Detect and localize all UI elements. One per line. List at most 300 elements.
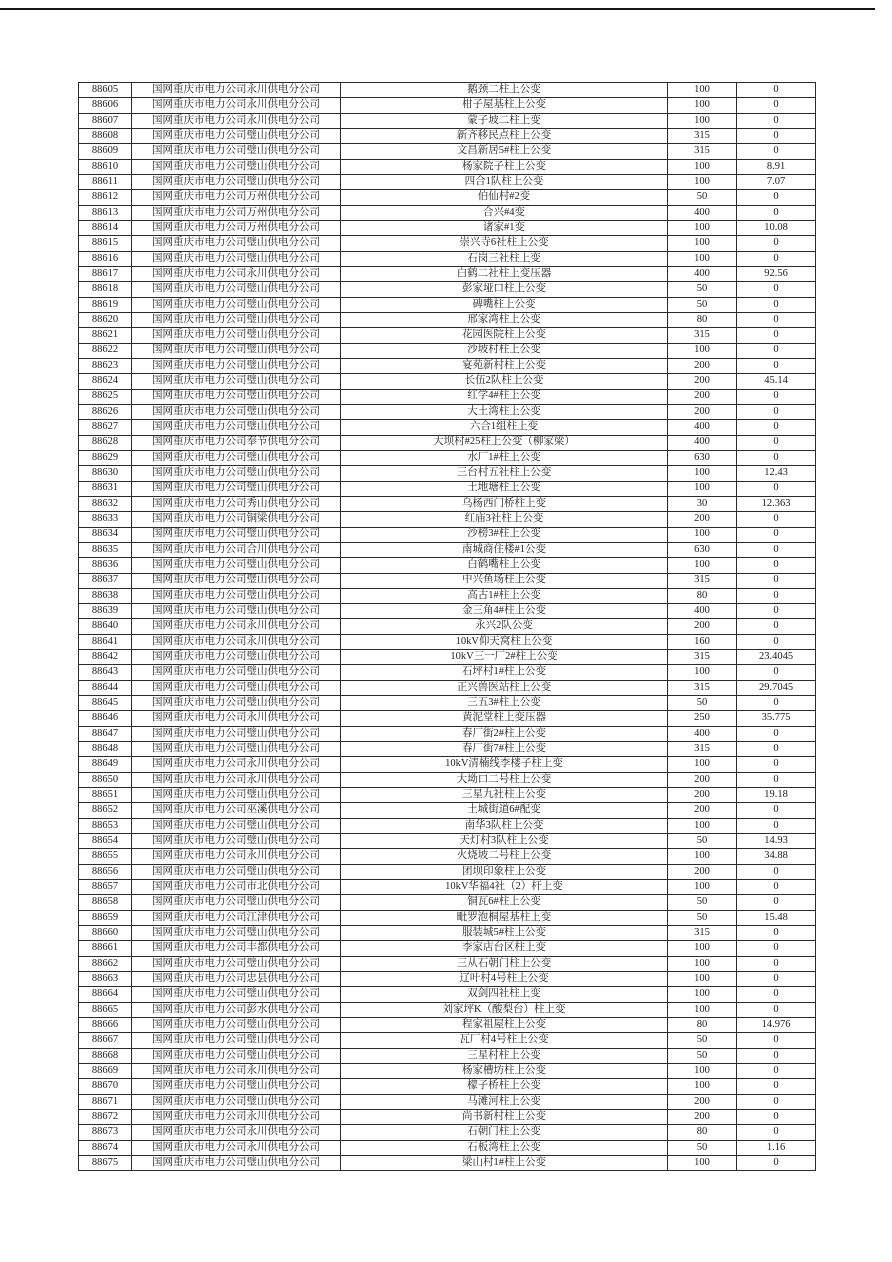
company-cell: 国网重庆市电力公司璧山供电分公司: [132, 987, 341, 1002]
capacity-cell: 200: [668, 864, 737, 879]
capacity-cell: 160: [668, 634, 737, 649]
capacity-cell: 315: [668, 328, 737, 343]
row-id-cell: 88625: [79, 389, 132, 404]
capacity-cell: 200: [668, 374, 737, 389]
company-cell: 国网重庆市电力公司奉节供电分公司: [132, 435, 341, 450]
company-cell: 国网重庆市电力公司永川供电分公司: [132, 83, 341, 98]
table-row: [79, 604, 816, 619]
capacity-cell: 100: [668, 220, 737, 235]
table-row: [79, 1002, 816, 1017]
name-cell: 伯仙村#2变: [341, 190, 668, 205]
value-cell: 0: [737, 604, 816, 619]
value-cell: 0: [737, 573, 816, 588]
name-cell: 杨家槽坊柱上公变: [341, 1064, 668, 1079]
value-cell: 0: [737, 144, 816, 159]
table-row: [79, 880, 816, 895]
capacity-cell: 80: [668, 1018, 737, 1033]
company-cell: 国网重庆市电力公司璧山供电分公司: [132, 358, 341, 373]
table-row: [79, 726, 816, 741]
row-id-cell: 88669: [79, 1064, 132, 1079]
company-cell: 国网重庆市电力公司璧山供电分公司: [132, 818, 341, 833]
name-cell: 高古1#柱上公变: [341, 588, 668, 603]
value-cell: 0: [737, 803, 816, 818]
company-cell: 国网重庆市电力公司璧山供电分公司: [132, 312, 341, 327]
company-cell: 国网重庆市电力公司璧山供电分公司: [132, 726, 341, 741]
company-cell: 国网重庆市电力公司彭水供电分公司: [132, 1002, 341, 1017]
name-cell: 三星九社柱上公变: [341, 788, 668, 803]
table-row: [79, 910, 816, 925]
table-row: [79, 159, 816, 174]
capacity-cell: 100: [668, 174, 737, 189]
name-cell: 崇兴寺6社柱上公变: [341, 236, 668, 251]
row-id-cell: 88644: [79, 680, 132, 695]
capacity-cell: 100: [668, 558, 737, 573]
capacity-cell: 400: [668, 420, 737, 435]
value-cell: 0: [737, 864, 816, 879]
value-cell: 0: [737, 83, 816, 98]
name-cell: 南华3队柱上公变: [341, 818, 668, 833]
capacity-cell: 315: [668, 742, 737, 757]
table-row: [79, 849, 816, 864]
row-id-cell: 88672: [79, 1109, 132, 1124]
row-id-cell: 88645: [79, 696, 132, 711]
capacity-cell: 100: [668, 941, 737, 956]
value-cell: 10.08: [737, 220, 816, 235]
capacity-cell: 315: [668, 650, 737, 665]
name-cell: 马滩河柱上公变: [341, 1094, 668, 1109]
row-id-cell: 88666: [79, 1018, 132, 1033]
capacity-cell: 200: [668, 358, 737, 373]
row-id-cell: 88606: [79, 98, 132, 113]
row-id-cell: 88643: [79, 665, 132, 680]
name-cell: 永兴2队公变: [341, 619, 668, 634]
name-cell: 毗罗泡桐屋基柱上变: [341, 910, 668, 925]
table-row: [79, 757, 816, 772]
company-cell: 国网重庆市电力公司璧山供电分公司: [132, 236, 341, 251]
row-id-cell: 88620: [79, 312, 132, 327]
row-id-cell: 88624: [79, 374, 132, 389]
row-id-cell: 88667: [79, 1033, 132, 1048]
name-cell: 红学4#柱上公变: [341, 389, 668, 404]
company-cell: 国网重庆市电力公司璧山供电分公司: [132, 466, 341, 481]
name-cell: 大土湾柱上公变: [341, 404, 668, 419]
company-cell: 国网重庆市电力公司璧山供电分公司: [132, 680, 341, 695]
row-id-cell: 88660: [79, 926, 132, 941]
table-row: [79, 1094, 816, 1109]
name-cell: 石坪村1#柱上公变: [341, 665, 668, 680]
company-cell: 国网重庆市电力公司永川供电分公司: [132, 1140, 341, 1155]
row-id-cell: 88649: [79, 757, 132, 772]
table-row: [79, 404, 816, 419]
name-cell: 三从石朝门柱上公变: [341, 956, 668, 971]
row-id-cell: 88640: [79, 619, 132, 634]
company-cell: 国网重庆市电力公司永川供电分公司: [132, 757, 341, 772]
name-cell: 大坝村#25柱上公变（柳家梁）: [341, 435, 668, 450]
value-cell: 0: [737, 1155, 816, 1170]
capacity-cell: 100: [668, 159, 737, 174]
name-cell: 服装城5#柱上公变: [341, 926, 668, 941]
value-cell: 19.18: [737, 788, 816, 803]
table-row: [79, 328, 816, 343]
capacity-cell: 100: [668, 665, 737, 680]
capacity-cell: 100: [668, 481, 737, 496]
table-row: [79, 251, 816, 266]
table-row: [79, 588, 816, 603]
row-id-cell: 88647: [79, 726, 132, 741]
row-id-cell: 88671: [79, 1094, 132, 1109]
company-cell: 国网重庆市电力公司万州供电分公司: [132, 190, 341, 205]
capacity-cell: 100: [668, 880, 737, 895]
row-id-cell: 88646: [79, 711, 132, 726]
company-cell: 国网重庆市电力公司永川供电分公司: [132, 1064, 341, 1079]
value-cell: 0: [737, 588, 816, 603]
row-id-cell: 88623: [79, 358, 132, 373]
table-row: [79, 711, 816, 726]
capacity-cell: 200: [668, 803, 737, 818]
table-row: [79, 972, 816, 987]
table-row: [79, 772, 816, 787]
table-row: [79, 956, 816, 971]
value-cell: 0: [737, 1094, 816, 1109]
table-row: [79, 144, 816, 159]
name-cell: 程家祖屋柱上公变: [341, 1018, 668, 1033]
company-cell: 国网重庆市电力公司璧山供电分公司: [132, 1094, 341, 1109]
name-cell: 乌杨西门桥柱上变: [341, 496, 668, 511]
value-cell: 0: [737, 435, 816, 450]
table-row: [79, 696, 816, 711]
capacity-cell: 100: [668, 849, 737, 864]
table-row: [79, 573, 816, 588]
company-cell: 国网重庆市电力公司璧山供电分公司: [132, 1079, 341, 1094]
row-id-cell: 88662: [79, 956, 132, 971]
value-cell: 0: [737, 926, 816, 941]
name-cell: 三台村五社柱上公变: [341, 466, 668, 481]
table-row: [79, 1064, 816, 1079]
name-cell: 彭家垭口柱上公变: [341, 282, 668, 297]
capacity-cell: 200: [668, 1109, 737, 1124]
name-cell: 檬子桥柱上公变: [341, 1079, 668, 1094]
value-cell: 0: [737, 619, 816, 634]
row-id-cell: 88637: [79, 573, 132, 588]
value-cell: 0: [737, 404, 816, 419]
company-cell: 国网重庆市电力公司璧山供电分公司: [132, 389, 341, 404]
capacity-cell: 630: [668, 542, 737, 557]
name-cell: 10kV清楠线李楼子柱上变: [341, 757, 668, 772]
capacity-cell: 100: [668, 987, 737, 1002]
row-id-cell: 88617: [79, 266, 132, 281]
capacity-cell: 400: [668, 266, 737, 281]
row-id-cell: 88610: [79, 159, 132, 174]
table-row: [79, 343, 816, 358]
row-id-cell: 88641: [79, 634, 132, 649]
name-cell: 瓦厂村4号柱上公变: [341, 1033, 668, 1048]
table-row: [79, 128, 816, 143]
capacity-cell: 200: [668, 512, 737, 527]
row-id-cell: 88619: [79, 297, 132, 312]
company-cell: 国网重庆市电力公司璧山供电分公司: [132, 742, 341, 757]
row-id-cell: 88657: [79, 880, 132, 895]
value-cell: 0: [737, 972, 816, 987]
value-cell: 35.775: [737, 711, 816, 726]
value-cell: 0: [737, 251, 816, 266]
company-cell: 国网重庆市电力公司璧山供电分公司: [132, 282, 341, 297]
company-cell: 国网重庆市电力公司永川供电分公司: [132, 849, 341, 864]
company-cell: 国网重庆市电力公司市北供电分公司: [132, 880, 341, 895]
table-row: [79, 926, 816, 941]
name-cell: 李家店台区柱上变: [341, 941, 668, 956]
capacity-cell: 80: [668, 1125, 737, 1140]
capacity-cell: 200: [668, 772, 737, 787]
capacity-cell: 400: [668, 435, 737, 450]
row-id-cell: 88627: [79, 420, 132, 435]
company-cell: 国网重庆市电力公司永川供电分公司: [132, 1125, 341, 1140]
company-cell: 国网重庆市电力公司永川供电分公司: [132, 634, 341, 649]
table-row: [79, 466, 816, 481]
table-row: [79, 113, 816, 128]
value-cell: 0: [737, 1033, 816, 1048]
company-cell: 国网重庆市电力公司丰都供电分公司: [132, 941, 341, 956]
table-row: [79, 742, 816, 757]
row-id-cell: 88668: [79, 1048, 132, 1063]
name-cell: 沙坡村柱上公变: [341, 343, 668, 358]
row-id-cell: 88648: [79, 742, 132, 757]
value-cell: 0: [737, 358, 816, 373]
row-id-cell: 88661: [79, 941, 132, 956]
table-row: [79, 496, 816, 511]
row-id-cell: 88639: [79, 604, 132, 619]
row-id-cell: 88611: [79, 174, 132, 189]
value-cell: 0: [737, 297, 816, 312]
capacity-cell: 50: [668, 1048, 737, 1063]
row-id-cell: 88609: [79, 144, 132, 159]
company-cell: 国网重庆市电力公司璧山供电分公司: [132, 895, 341, 910]
name-cell: 鹅颈二柱上公变: [341, 83, 668, 98]
company-cell: 国网重庆市电力公司璧山供电分公司: [132, 1048, 341, 1063]
value-cell: 0: [737, 665, 816, 680]
value-cell: 0: [737, 1109, 816, 1124]
row-id-cell: 88636: [79, 558, 132, 573]
table-row: [79, 1125, 816, 1140]
row-id-cell: 88673: [79, 1125, 132, 1140]
company-cell: 国网重庆市电力公司永川供电分公司: [132, 98, 341, 113]
name-cell: 花园医院柱上公变: [341, 328, 668, 343]
row-id-cell: 88607: [79, 113, 132, 128]
company-cell: 国网重庆市电力公司璧山供电分公司: [132, 696, 341, 711]
name-cell: 春厂街7#柱上公变: [341, 742, 668, 757]
value-cell: 92.56: [737, 266, 816, 281]
page-top-rule: [0, 8, 875, 10]
value-cell: 0: [737, 987, 816, 1002]
capacity-cell: 100: [668, 251, 737, 266]
company-cell: 国网重庆市电力公司璧山供电分公司: [132, 328, 341, 343]
row-id-cell: 88622: [79, 343, 132, 358]
company-cell: 国网重庆市电力公司璧山供电分公司: [132, 665, 341, 680]
table-row: [79, 527, 816, 542]
capacity-cell: 100: [668, 1064, 737, 1079]
name-cell: 刘家坪K（酸梨台）柱上变: [341, 1002, 668, 1017]
table-row: [79, 389, 816, 404]
name-cell: 石板湾柱上公变: [341, 1140, 668, 1155]
capacity-cell: 50: [668, 282, 737, 297]
company-cell: 国网重庆市电力公司璧山供电分公司: [132, 450, 341, 465]
company-cell: 国网重庆市电力公司璧山供电分公司: [132, 144, 341, 159]
company-cell: 国网重庆市电力公司璧山供电分公司: [132, 956, 341, 971]
value-cell: 0: [737, 420, 816, 435]
table-row: [79, 236, 816, 251]
name-cell: 10kV三一厂2#柱上公变: [341, 650, 668, 665]
row-id-cell: 88670: [79, 1079, 132, 1094]
company-cell: 国网重庆市电力公司秀山供电分公司: [132, 496, 341, 511]
row-id-cell: 88654: [79, 834, 132, 849]
row-id-cell: 88659: [79, 910, 132, 925]
row-id-cell: 88650: [79, 772, 132, 787]
capacity-cell: 200: [668, 788, 737, 803]
company-cell: 国网重庆市电力公司合川供电分公司: [132, 542, 341, 557]
capacity-cell: 80: [668, 588, 737, 603]
value-cell: 0: [737, 1002, 816, 1017]
row-id-cell: 88651: [79, 788, 132, 803]
name-cell: 红庙3社柱上公变: [341, 512, 668, 527]
capacity-cell: 400: [668, 205, 737, 220]
capacity-cell: 200: [668, 1094, 737, 1109]
value-cell: 0: [737, 481, 816, 496]
capacity-cell: 100: [668, 1079, 737, 1094]
table-row: [79, 312, 816, 327]
name-cell: 四合1队柱上公变: [341, 174, 668, 189]
company-cell: 国网重庆市电力公司璧山供电分公司: [132, 128, 341, 143]
name-cell: 金三角4#柱上公变: [341, 604, 668, 619]
table-row: [79, 987, 816, 1002]
value-cell: 0: [737, 880, 816, 895]
value-cell: 0: [737, 558, 816, 573]
table-row: [79, 680, 816, 695]
value-cell: 8.91: [737, 159, 816, 174]
name-cell: 双剑四社柱上变: [341, 987, 668, 1002]
value-cell: 0: [737, 634, 816, 649]
name-cell: 辽叶村4号柱上公变: [341, 972, 668, 987]
name-cell: 三星村柱上公变: [341, 1048, 668, 1063]
value-cell: 29.7045: [737, 680, 816, 695]
row-id-cell: 88656: [79, 864, 132, 879]
table-row: [79, 634, 816, 649]
company-cell: 国网重庆市电力公司江津供电分公司: [132, 910, 341, 925]
name-cell: 天灯村3队柱上公变: [341, 834, 668, 849]
capacity-cell: 315: [668, 573, 737, 588]
row-id-cell: 88675: [79, 1155, 132, 1170]
company-cell: 国网重庆市电力公司万州供电分公司: [132, 220, 341, 235]
name-cell: 土地塘柱上公变: [341, 481, 668, 496]
value-cell: 0: [737, 757, 816, 772]
name-cell: 柑子屋基柱上公变: [341, 98, 668, 113]
company-cell: 国网重庆市电力公司璧山供电分公司: [132, 1018, 341, 1033]
company-cell: 国网重庆市电力公司璧山供电分公司: [132, 926, 341, 941]
capacity-cell: 50: [668, 834, 737, 849]
company-cell: 国网重庆市电力公司璧山供电分公司: [132, 404, 341, 419]
row-id-cell: 88665: [79, 1002, 132, 1017]
value-cell: 0: [737, 527, 816, 542]
capacity-cell: 250: [668, 711, 737, 726]
value-cell: 0: [737, 190, 816, 205]
transformer-table: [78, 82, 816, 1171]
row-id-cell: 88618: [79, 282, 132, 297]
table-row: [79, 174, 816, 189]
value-cell: 7.07: [737, 174, 816, 189]
capacity-cell: 50: [668, 1140, 737, 1155]
row-id-cell: 88616: [79, 251, 132, 266]
capacity-cell: 315: [668, 144, 737, 159]
name-cell: 石岗三社柱上变: [341, 251, 668, 266]
name-cell: 水厂1#柱上公变: [341, 450, 668, 465]
name-cell: 白鹤二社柱上变压器: [341, 266, 668, 281]
capacity-cell: 80: [668, 312, 737, 327]
company-cell: 国网重庆市电力公司璧山供电分公司: [132, 159, 341, 174]
name-cell: 大坳口二号柱上公变: [341, 772, 668, 787]
table-row: [79, 512, 816, 527]
value-cell: 0: [737, 742, 816, 757]
name-cell: 三五3#柱上公变: [341, 696, 668, 711]
capacity-cell: 400: [668, 604, 737, 619]
value-cell: 0: [737, 1079, 816, 1094]
capacity-cell: 30: [668, 496, 737, 511]
table-row: [79, 190, 816, 205]
name-cell: 长伍2队柱上公变: [341, 374, 668, 389]
company-cell: 国网重庆市电力公司璧山供电分公司: [132, 174, 341, 189]
row-id-cell: 88626: [79, 404, 132, 419]
capacity-cell: 100: [668, 1002, 737, 1017]
company-cell: 国网重庆市电力公司璧山供电分公司: [132, 604, 341, 619]
name-cell: 团坝印象柱上公变: [341, 864, 668, 879]
capacity-cell: 630: [668, 450, 737, 465]
name-cell: 10kV华福4社（2）杆上变: [341, 880, 668, 895]
name-cell: 杨家院子柱上公变: [341, 159, 668, 174]
value-cell: 0: [737, 343, 816, 358]
name-cell: 10kV仰天窝柱上公变: [341, 634, 668, 649]
capacity-cell: 100: [668, 83, 737, 98]
company-cell: 国网重庆市电力公司铜梁供电分公司: [132, 512, 341, 527]
name-cell: 正兴兽医站柱上公变: [341, 680, 668, 695]
row-id-cell: 88632: [79, 496, 132, 511]
table-row: [79, 220, 816, 235]
capacity-cell: 315: [668, 128, 737, 143]
value-cell: 14.976: [737, 1018, 816, 1033]
table-row: [79, 420, 816, 435]
value-cell: 0: [737, 542, 816, 557]
capacity-cell: 100: [668, 113, 737, 128]
row-id-cell: 88621: [79, 328, 132, 343]
row-id-cell: 88631: [79, 481, 132, 496]
company-cell: 国网重庆市电力公司璧山供电分公司: [132, 788, 341, 803]
table-row: [79, 864, 816, 879]
table-row: [79, 650, 816, 665]
row-id-cell: 88612: [79, 190, 132, 205]
table-row: [79, 266, 816, 281]
name-cell: 黄泥堂柱上变压器: [341, 711, 668, 726]
company-cell: 国网重庆市电力公司永川供电分公司: [132, 619, 341, 634]
value-cell: 23.4045: [737, 650, 816, 665]
company-cell: 国网重庆市电力公司璧山供电分公司: [132, 374, 341, 389]
value-cell: 45.14: [737, 374, 816, 389]
value-cell: 12.43: [737, 466, 816, 481]
company-cell: 国网重庆市电力公司忠县供电分公司: [132, 972, 341, 987]
company-cell: 国网重庆市电力公司永川供电分公司: [132, 1109, 341, 1124]
company-cell: 国网重庆市电力公司永川供电分公司: [132, 711, 341, 726]
table-row: [79, 895, 816, 910]
value-cell: 0: [737, 312, 816, 327]
value-cell: 0: [737, 1125, 816, 1140]
value-cell: 0: [737, 128, 816, 143]
row-id-cell: 88630: [79, 466, 132, 481]
company-cell: 国网重庆市电力公司璧山供电分公司: [132, 834, 341, 849]
